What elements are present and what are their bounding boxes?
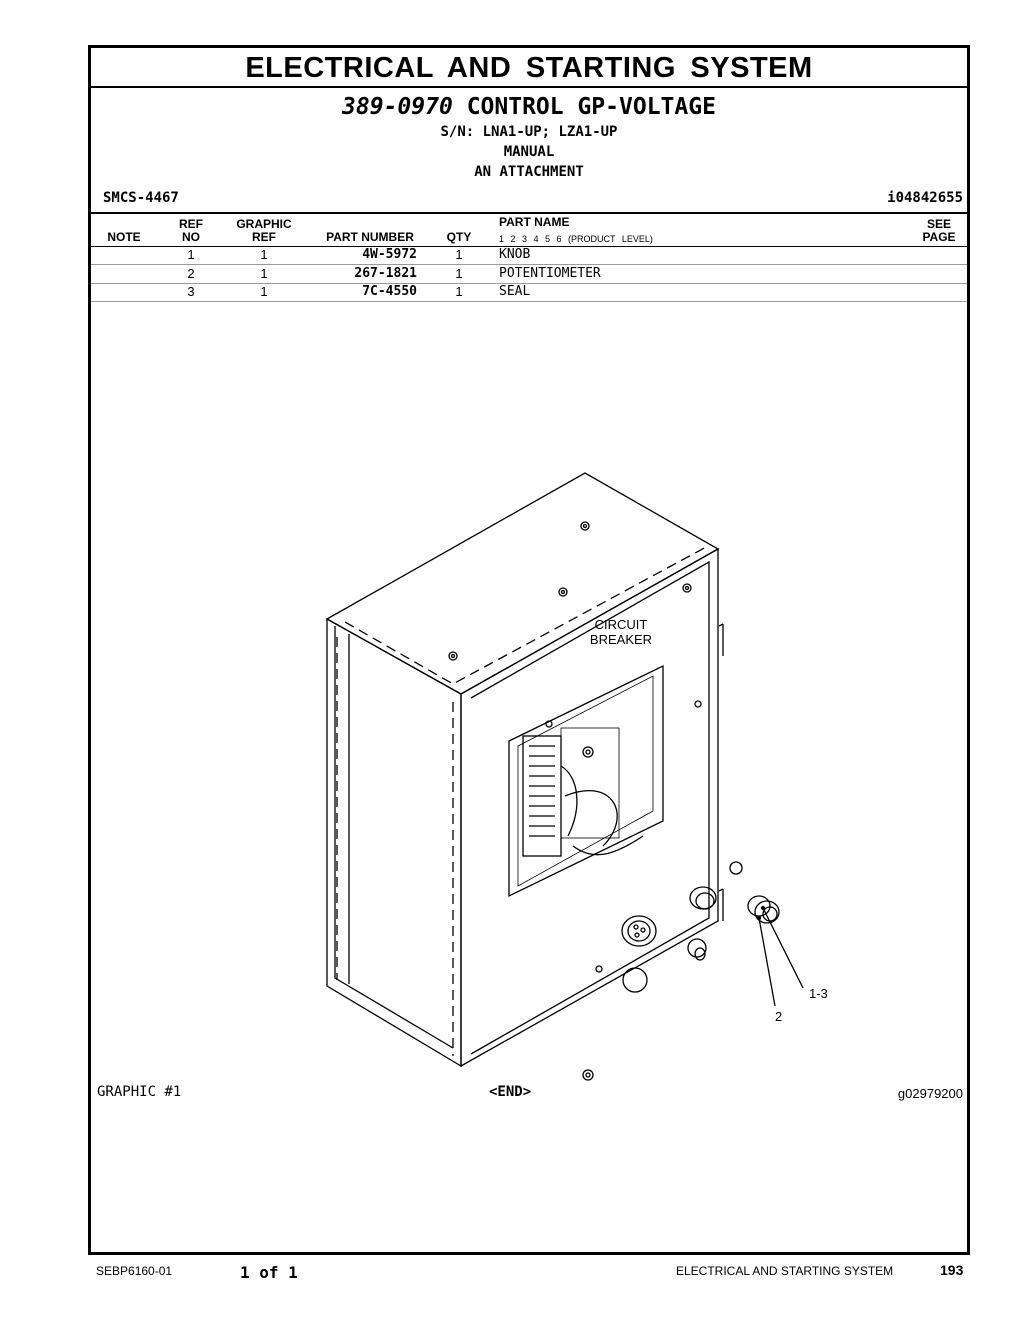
part-heading (91, 92, 967, 182)
col-qty: QTY (446, 230, 472, 244)
row-part-name: SEAL (499, 284, 531, 299)
col-ref-no: REF NO (179, 217, 203, 244)
callout-1-3: 1-3 (809, 986, 828, 1001)
row-part-number: 7C-4550 (362, 284, 417, 299)
box-side-face (327, 619, 461, 1066)
header-divider (91, 212, 967, 214)
box-top-face (327, 473, 718, 694)
row-qty: 1 (455, 247, 463, 262)
page-frame (88, 45, 970, 1255)
footer-doc-number: SEBP6160-01 (96, 1264, 173, 1278)
col-see-page: SEE PAGE (922, 217, 956, 244)
smcs-code: SMCS-4467 (103, 190, 179, 206)
row-graphic: 1 (260, 284, 268, 299)
footer-page-of: 1 of 1 (240, 1263, 298, 1282)
control-box-illustration (313, 466, 828, 1066)
callout-2: 2 (775, 1009, 783, 1024)
graphic-label: GRAPHIC #1 (97, 1084, 182, 1100)
col-graphic-ref: GRAPHIC REF (236, 217, 292, 244)
col-part-number: PART NUMBER (326, 230, 414, 244)
subtitle-manual: MANUAL (503, 144, 555, 160)
row-graphic: 1 (260, 247, 268, 262)
breaker-window (509, 666, 663, 896)
part-title (91, 92, 967, 122)
row-ref: 1 (187, 247, 195, 262)
row-part-number: 267-1821 (354, 266, 417, 281)
serial-range: S/N: LNA1-UP; LZA1-UP (440, 124, 618, 140)
footer-section: ELECTRICAL AND STARTING SYSTEM (676, 1264, 894, 1278)
box-front-face (461, 549, 718, 1066)
part-number-title: 389-0970 (342, 94, 453, 120)
product-levels: 1 2 3 4 5 6 (PRODUCT LEVEL) (499, 234, 653, 244)
footer-page-number: 193 (940, 1262, 964, 1278)
row-part-name: POTENTIOMETER (499, 266, 601, 281)
graphic-id: g02979200 (897, 1086, 963, 1101)
col-note: NOTE (107, 230, 141, 244)
row-ref: 3 (187, 284, 195, 299)
row-ref: 2 (187, 266, 195, 281)
callout-leader (759, 918, 775, 1006)
label-circuit: CIRCUIT (594, 617, 648, 632)
row-qty: 1 (455, 284, 463, 299)
row-qty: 1 (455, 266, 463, 281)
row-part-name: KNOB (499, 247, 531, 262)
row-divider (91, 301, 967, 302)
label-breaker: BREAKER (589, 632, 653, 647)
subtitle-attachment: AN ATTACHMENT (474, 164, 584, 180)
section-title: ELECTRICAL AND STARTING SYSTEM (245, 52, 813, 84)
illustration-id: i04842655 (887, 190, 963, 206)
row-part-number: 4W-5972 (362, 247, 417, 262)
col-part-name: PART NAME (499, 215, 570, 229)
row-graphic: 1 (260, 266, 268, 281)
section-title-bar (91, 48, 967, 88)
part-description: CONTROL GP-VOLTAGE (466, 94, 716, 120)
end-marker: <END> (489, 1084, 532, 1100)
circuit-breaker (523, 728, 643, 856)
